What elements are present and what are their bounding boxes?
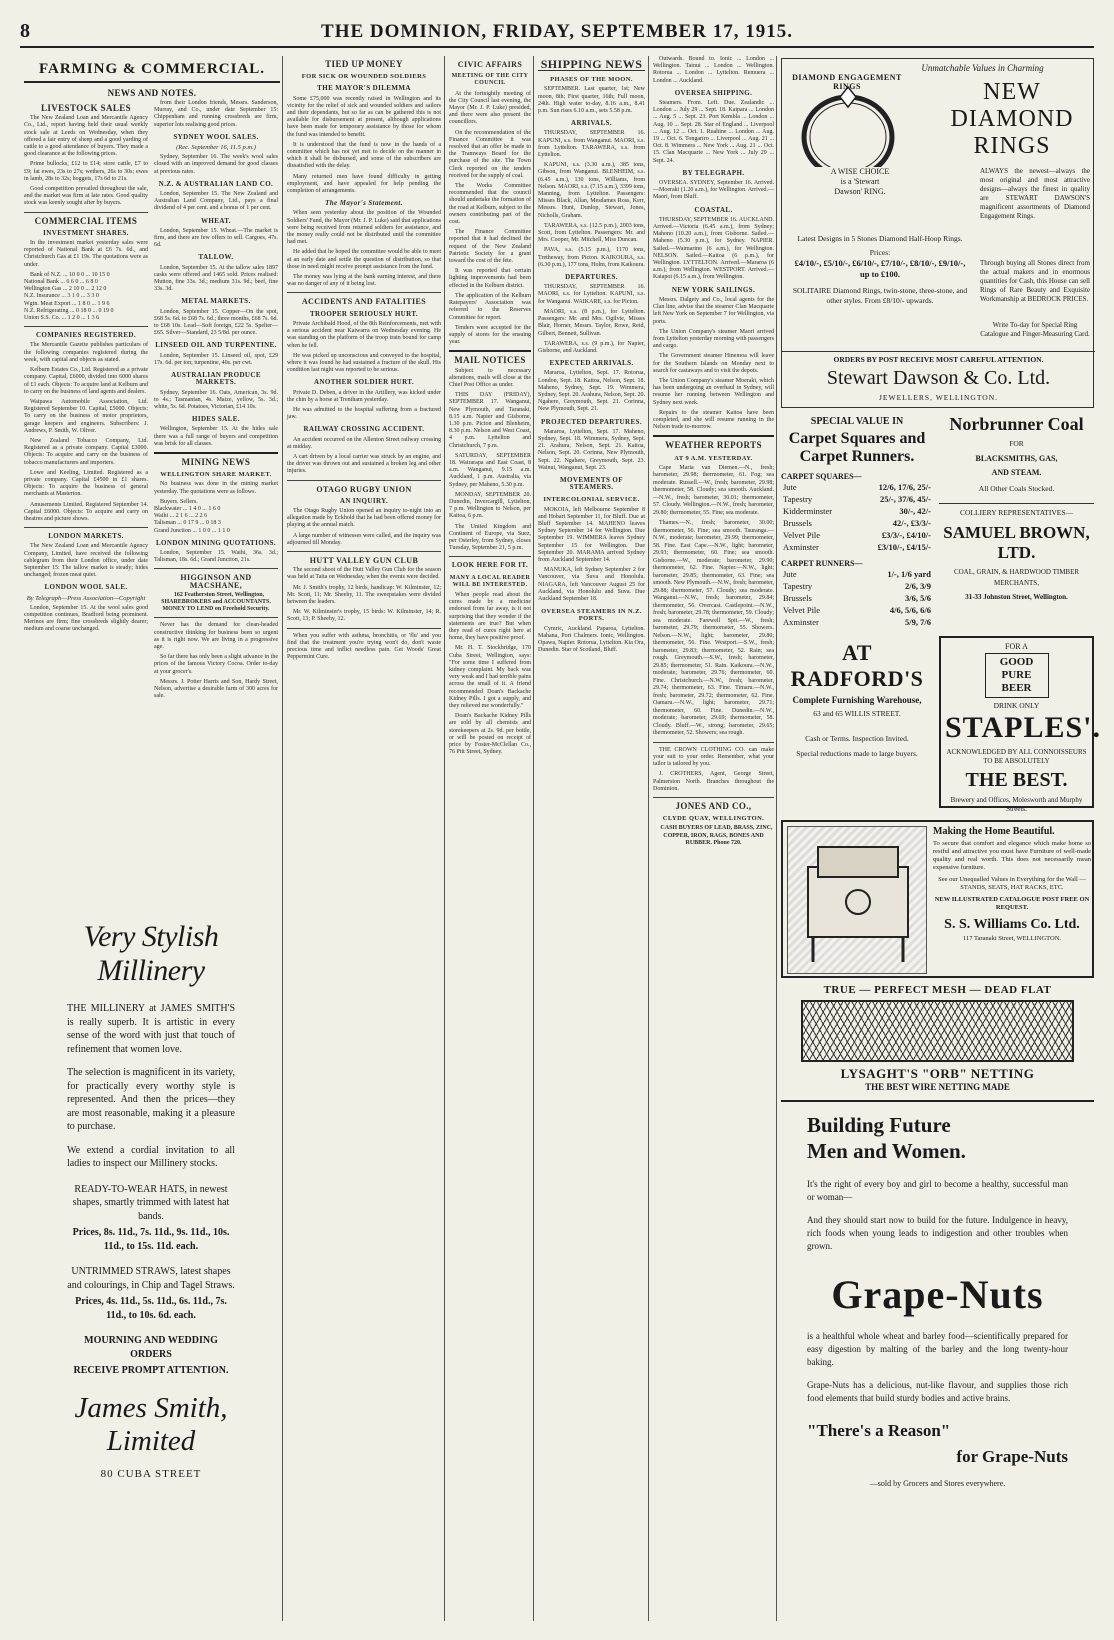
rate-row <box>781 517 933 529</box>
crown-text: THE CROWN CLOTHING CO. can make your suit to your order. Remember, what your tailor is tailored by you. <box>653 746 774 768</box>
livestock-heading: LIVESTOCK SALES <box>40 103 132 113</box>
mining-text: No business was done in the mining market yesterday. The quotations were as follows. <box>154 481 278 495</box>
carpet-ad <box>781 414 933 814</box>
rate-item-name: Velvet Pile <box>783 605 821 615</box>
rate-row <box>781 505 933 517</box>
grapenuts-slogan: "There's a Reason" <box>807 1421 951 1440</box>
rate-row <box>781 580 933 592</box>
rate-row <box>781 568 933 580</box>
telegraph-heading: BY TELEGRAPH. <box>682 168 745 177</box>
linseed-heading: LINSEED OIL AND TURPENTINE. <box>155 341 277 350</box>
mourning-orders: MOURNING AND WEDDING ORDERS <box>84 1335 218 1360</box>
london-mining-heading: LONDON MINING QUOTATIONS. <box>155 538 276 547</box>
rate-item-price: 30/-, 42/- <box>899 506 931 516</box>
tied-up-sub: FOR SICK OR WOUNDED SOLDIERS <box>301 73 427 81</box>
mining-heading: MINING NEWS <box>181 456 251 467</box>
newspaper-title: THE DOMINION, FRIDAY, SEPTEMBER 17, 1915. <box>321 21 793 42</box>
projected-heading: PROJECTED DEPARTURES. <box>541 417 642 426</box>
radfords-name: AT RADFORD'S <box>790 640 924 691</box>
rate-item-price: 12/6, 17/6, 25/- <box>878 482 931 492</box>
tallow-heading: TALLOW. <box>198 253 234 262</box>
news-heading: NEWS AND NOTES. <box>107 88 197 98</box>
grapenuts-body-2: And they should start now to build for the future. Indulgence in heavy, rich foods when young leads to indigestion and other troubles when grown. <box>807 1215 1068 1251</box>
james-smith-logo: James Smith, Limited <box>74 1391 228 1457</box>
rate-item-name: Axminster <box>783 617 819 627</box>
rate-item-name: Kidderminster <box>783 506 833 516</box>
asthma-text: When you suffer with asthma, bronchitis, or 'flu' and you find that the treatment you're trying won't do, don't waste precious time and inflict needless pain. Get Woods' Great Peppermint Cure. <box>287 632 441 661</box>
james-smith-address: 80 CUBA STREET <box>100 1467 202 1480</box>
carpet-squares-table <box>781 481 933 553</box>
netting-image <box>801 1000 1074 1062</box>
column-rule <box>282 56 283 1621</box>
weather-text: Cape Maria van Diemen.—N., fresh; barometer, 29.98; thermometer, 61. Fog; sea moderate. Russell.—W., fresh; barometer, 29.98; thermometer, 58. Cloudy; sea smooth. Auckland.—N.W., fresh; barometer, 30.01; thermometer, 57. Cloudy. Wellington.—N.W., fresh; barometer, 29.80; thermometer, 55. Fine; sea moderate. <box>653 464 774 516</box>
millinery-invite: We extend a cordial invitation to all ladies to inspect our Millinery stocks. <box>67 1144 235 1169</box>
grapenuts-body-1: It's the right of every boy and girl to become a healthy, successful man or woman— <box>807 1179 1068 1202</box>
diamond-prices: £4/10/-, £5/10/-, £6/10/-, £7/10/-, £8/10/-, £9/10/-, up to £100. <box>794 258 966 279</box>
stewart-dawson-name: Stewart Dawson & Co. Ltd. <box>826 367 1051 389</box>
rate-row <box>781 592 933 604</box>
netting-sub: THE BEST WIRE NETTING MADE <box>865 1082 1010 1092</box>
column-rule <box>533 56 534 1621</box>
grapenuts-brand: Grape-Nuts <box>831 1272 1044 1317</box>
otago-heading: OTAGO RUGBY UNION <box>316 484 412 494</box>
companies-text: The Mercantile Gazette publishes particulars of the following companies registered during the week, with capital and objects as stated. <box>24 342 148 363</box>
rate-row <box>781 493 933 505</box>
arrivals-text: THURSDAY, SEPTEMBER 16. KAPUNI, s.s. from Wanganui. MAORI, s.s. from Lyttelton. TARAWERA, s.s. from Lyttelton. <box>538 130 645 159</box>
column-rule <box>444 56 445 1621</box>
column-3: TIED UP MONEY FOR SICK OR WOUNDED SOLDIERS THE MAYOR'S DILEMMA Some £75,000 was recently raised in Wellington and its vicinity for the relief of sick and wounded soldiers and sailors and their dependants, but so far as can be gathered this is not available for disbursement at present, although applications have been made for temporary assistance by those for whom the fund was intended to benefit. It is understood that the fund is now in the hands of a committee which has not yet met to decide on the manner in which it shall be disbursed, and some of the subscribers are dissatisfied with the delay. Many returned men have found difficulty in getting employment, and have appealed for help pending the completion of arrangements. The Mayor's Statement. When seen yesterday about the position of the Wounded Soldiers' Fund, the Mayor (Mr. J. P. Luke) said that applications were being received from returned soldiers for assistance, and the money really could not be distributed until the committee had met. He added that he hoped the committee would be able to meet at an early date and settle the question of distribution, so that those in need might receive prompt assistance from the fund. The money was lying at the bank earning interest, and there was no danger of any of it being lost. ACCIDENTS AND FATALITIES TROOPER SERIOUSLY HURT. Private Archibald Hood, of the 8th Reinforcements, met with a serious accident near Kaiwarra on Wednesday evening. He was standing on the platform of the troop train bound for camp when he fell. He was picked up unconscious and conveyed to the hospital, where it was found he had sustained a fracture of the skull. His condition last night was reported to be serious. ANOTHER SOLDIER HURT. Private D. Deben, a driver in the Artillery, was kicked under the chin by a horse at Trentham yesterday. He was admitted to the hospital suffering from a fractured jaw. RAILWAY CROSSING ACCIDENT. An accident occurred on the Allenton Street railway crossing at midday. A cart driven by a local carrier was struck by an engine, and the driver was thrown out and sustained a broken leg and other injuries. OTAGO RUGBY UNION AN INQUIRY. The Otago Rugby Union opened an inquiry to-night into an allegation made by Eckhold that he had been offered money for playing at the annual match. A large number of witnesses were called, and the inquiry was adjourned till Monday. HUTT VALLEY GUN CLUB The second shoot of the Hutt Valley Gun Club for the season was held at Taita on Wednesday, when the events were decided. Mr. J. Smith's trophy, 12 birds, handicap: W. Kilminster, 12; Mr. Scott, 11; Mr. Sheehy, 11. The sweepstakes were divided between the leaders. Mr. W. Kilminster's trophy, 15 birds: W. Kilminster, 14; R. Scott, 13; P. Sheehy, 12. When you suffer with asthma, bronchitis, or 'flu' and you find that the treatment you're trying won't do, don't waste precious time and inflict needless pain. Get Woods' Great Peppermint Cure. <box>287 59 441 661</box>
stewart-dawson-location: JEWELLERS, WELLINGTON. <box>879 393 998 402</box>
rate-row <box>781 529 933 541</box>
jones-heading: JONES AND CO., <box>675 800 752 811</box>
beer-ad <box>939 636 1101 813</box>
diamond-rings-ad <box>781 58 1094 408</box>
soldier-heading: ANOTHER SOLDIER HURT. <box>313 378 414 387</box>
coal-title: Norbrunner Coal <box>949 414 1084 434</box>
special-reductions: Special reductions made to large buyers. <box>796 749 918 758</box>
ss-williams: S. S. Williams Co. Ltd. <box>944 917 1080 932</box>
samuel-brown: SAMUEL BROWN, LTD. <box>943 523 1090 562</box>
ready-to-wear: READY-TO-WEAR HATS, in newest shapes, smartly trimmed with latest hat bands. <box>72 1183 230 1222</box>
runners-heading: CARPET RUNNERS— <box>781 559 863 568</box>
expected-heading: EXPECTED ARRIVALS. <box>549 359 634 368</box>
railway-heading: RAILWAY CROSSING ACCIDENT. <box>303 425 425 434</box>
home-catalogue: NEW ILLUSTRATED CATALOGUE POST FREE ON REQUEST. <box>934 896 1090 911</box>
rate-item-name: Brussels <box>783 518 812 528</box>
mail-heading: MAIL NOTICES <box>454 355 526 366</box>
wheat-heading: WHEAT. <box>201 216 231 225</box>
millinery-selection: The selection is magnificent in its variety, for practically every worthy style is represented. And then the prices—they are most reasonable, making it a pleasure to purchase. <box>67 1067 235 1132</box>
london-markets-heading: LONDON MARKETS. <box>48 532 124 541</box>
home-body: To secure that comfort and elegance which make home so restful and attractive you must have Furniture of well-made quality and real worth. This does not necessarily mean expensive furniture. <box>933 840 1091 871</box>
millinery-title: Very Stylish Millinery <box>83 920 219 987</box>
wool-text: London, September 15. At the wool sales good competition continues, Bradford being prominent. Merinos are firm; fine crossbreds slightly dearer; medium and coarse unchanged. <box>24 604 148 633</box>
ss-williams-address: 117 Taranaki Street, WELLINGTON. <box>962 935 1062 942</box>
overseas-heading: OVERSEA STEAMERS IN N.Z. PORTS. <box>541 608 642 623</box>
coal-others: All Other Coals Stocked. <box>978 484 1055 493</box>
grapenuts-slogan-2: for Grape-Nuts <box>956 1447 1068 1466</box>
rate-item-price: 3/6, 5/6 <box>905 593 931 603</box>
good-pure-beer: GOOD PURE BEER <box>985 653 1049 698</box>
mayor-statement-heading: The Mayor's Statement. <box>325 199 403 208</box>
radfords-sub: Complete Furnishing Warehouse, <box>792 695 922 705</box>
departures-text: THURSDAY, SEPTEMBER 16. MAORI, s.s. for Lyttelton. KAPUNI, s.s. for Wanganui. WAIKARE, s.s. for Picton. <box>538 284 645 305</box>
diamond-title-diamond: DIAMOND <box>950 106 1074 132</box>
column-6: Outwards. Bound to. Ionic ... London ... Wellington. Tainui ... London ... Wellington. Rotorua ... London ... Lyttelton. Remuera ... London ... Auckland. OVERSEA SHIPPING. Steamers. From. Left. Due. Zealandic ... London ... July 29 ... Sept. 18. Kaipara ... London ... Aug. 5 ... Sept. 23. Port Kembla ... London ... Aug. 10 ... Sept. 28. Star of England ... Liverpool ... Aug. 12 ... Oct. 1. Ruahine ... London ... Aug. 19 ... Oct. 6. Tongariro ... Liverpool ... Aug. 21 ... Oct. 8. Wimmera ... New York ... Aug. 21 ... Oct. 15. Clan Macquarie ... New York ... July 29 ... Sept. 24. BY TELEGRAPH. OVERSEA. SYDNEY, September 16. Arrived.—Moeraki (1.20 a.m.), for Wellington. Arrived.—Maori, from Bluff. COASTAL. THURSDAY, SEPTEMBER 16. AUCKLAND. Arrived.—Victoria (6.45 a.m.), from Sydney; Mahono (10.20 a.m.), from Gisborne. Sailed.—Maheno (5.30 p.m.), for Sydney. NAPIER. Sailed.—Waimarino (6 a.m.), for Wellington. NELSON. Sailed.—Kaitoa (6 p.m.), for Wellington. LYTTELTON. Arrived.—Mararoa (6 a.m.), from Wellington. WESTPORT. Arrived.—Kaiapoi (6.15 a.m.), from Wellington. NEW YORK SAILINGS. Messrs. Dalgety and Co., local agents for the Clan line, advise that the steamer Clan Macquarie left New York on September 7 for Wellington, via ports. The Union Company's steamer Maori arrived from Lyttelton yesterday morning with passengers and cargo. The Government steamer Hinemoa will leave for the Southern Islands on Monday next to search for castaways and to visit the depots. The Union Company's steamer Moeraki, which has been undergoing an overhaul in Sydney, will resume her running between Wellington and Sydney next week. Repairs to the steamer Kaitoa have been completed, and she will resume running in the Nelson trade to-morrow. WEATHER REPORTS AT 9 A.M. YESTERDAY. Cape Maria van Diemen.—N., fresh; barometer, 29.98; thermometer, 61. Fog; sea moderate. Russell.—W., fresh; barometer, 29.98; thermometer, 58. Cloudy; sea smooth. Auckland.—N.W., fresh; barometer, 30.01; thermometer, 57. Cloudy. Wellington.—N.W., fresh; barometer, 29.80; thermometer, 55. Fine; sea moderate. Thames.—N., fresh; barometer, 30.00; thermometer, 56. Fine; sea smooth. Tauranga.—N.W., moderate; barometer, 29.99; thermometer, 58. Fine. East Cape.—N.W., light; barometer, 29.93; thermometer, 60. Fine; sea smooth. Gisborne.—W., moderate; barometer, 29.90; thermometer, 62. Fine. Napier.—N.W., light; barometer, 29.85; thermometer, 63. Fine; sea smooth. New Plymouth.—N.W., fresh; barometer, 29.88; thermometer, 57. Cloudy; sea moderate. Wanganui.—N.W., fresh; barometer, 29.84; thermometer, 56. Overcast. Castlepoint.—N.W., fresh; barometer, 29.78; thermometer, 59. Cloudy; sea moderate. Farewell Spit.—W., fresh; barometer, 29.79; thermometer, 55. Showers. Nelson.—N.W., light; barometer, 29.80; thermometer, 56. Fine. Westport.—S.W., fresh; barometer, 29.83; thermometer, 52. Rain; sea rough. Greymouth.—S.W., fresh; barometer, 29.85; thermometer, 51. Rain. Kaikoura.—N.W., moderate; barometer, 29.76; thermometer, 60. Fine. Christchurch.—N.W., fresh; barometer, 29.74; thermometer, 63. Fine. Timaru.—N.W., fresh; barometer, 29.72; thermometer, 62. Fine. Oamaru.—N.W., light; barometer, 29.71; thermometer, 60. Fine. Dunedin.—N.W., moderate; barometer, 29.69; thermometer, 58. Cloudy. Bluff.—W., strong; barometer, 29.65; thermometer, 52. Showers; sea rough. THE CROWN CLOTHING CO. can make your suit to your order. Remember, what your tailor is tailored by you. J. CROTHERS, Agent, George Street, Palmerston North. Branches throughout the Dominion. JONES AND CO., CLYDE QUAY, WELLINGTON. CASH BUYERS OF LEAD, BRASS, ZINC, COPPER, IRON, RAGS, BONES AND RUBBER. Phone 720. <box>653 56 774 846</box>
grapenuts-title-1: Building Future <box>807 1113 951 1137</box>
special-value: SPECIAL VALUE IN <box>810 416 904 427</box>
squares-heading: CARPET SQUARES— <box>781 472 862 481</box>
otago-sub: AN INQUIRY. <box>339 496 389 505</box>
sydney-wool-heading: SYDNEY WOOL SALES. <box>173 132 259 141</box>
livestock-text: The New Zealand Loan and Mercantile Agency Co., Ltd., report having held their usual weekly stock sale at Leeds on Wednesday, when they offered a fair entry of sheep and a good yarding of cattle to a good attendance of buyers. They made a good clearance at the following prices. <box>24 115 148 158</box>
column-rule <box>776 56 777 1621</box>
rate-item-price: £3/10/-, £4/15/- <box>877 542 931 552</box>
hutt-text: The second shoot of the Hutt Valley Gun Club for the season was held at Taita on Wednesday, when the events were decided. <box>287 567 441 581</box>
rate-row <box>781 481 933 493</box>
diamond-title-new: NEW <box>983 79 1041 105</box>
local-reader-heading: MANY A LOCAL READER WILL BE INTERESTED. <box>449 574 531 588</box>
brewery-address: Brewery and Offices, Molesworth and Murphy Streets. <box>950 796 1083 813</box>
rate-item-price: £3/3/-, £4/10/- <box>881 530 931 540</box>
trooper-text: Private Archibald Hood, of the 8th Reinforcements, met with a serious accident near Kaiwarra on Wednesday evening. He was standing on the platform of the troop train bound for camp when he fell. <box>287 320 441 349</box>
mining-sub: WELLINGTON SHARE MARKET. <box>160 471 272 479</box>
higginson-heading: HIGGINSON AND MACSHANE, <box>180 573 252 590</box>
shipping-heading: SHIPPING NEWS <box>538 61 645 71</box>
write-today: Write To-day for Special Ring Catalogue and Finger-Measuring Card. <box>980 321 1090 338</box>
jones-text: CASH BUYERS OF LEAD, BRASS, ZINC, COPPER, IRON, RAGS, BONES AND RUBBER. Phone 720. <box>660 825 773 846</box>
coal-for: FOR <box>1009 439 1024 448</box>
rate-item-name: Jute <box>783 482 797 492</box>
sydney-wool-sub: (Rec. September 16, 11.5 p.m.) <box>176 144 256 152</box>
diamond-through: Through buying all Stones direct from the actual makers and in enormous quantities for Cash, this House can sell Rings of Rare Beauty and Exquisite Workmanship at BEDROCK PRICES. <box>980 259 1090 303</box>
section-title: FARMING & COMMERCIAL. <box>24 61 280 83</box>
new-york-heading: NEW YORK SAILINGS. <box>671 285 756 294</box>
home-title: Making the Home Beautiful. <box>933 826 1055 837</box>
weather-heading: WEATHER REPORTS <box>665 440 762 451</box>
diamond-title-rings: RINGS <box>973 133 1051 159</box>
column-5: SHIPPING NEWS PHASES OF THE MOON. SEPTEMBER. Last quarter, 1st; New moon, 8th; First quarter, 16th; Full moon, 24th. High water to-day, 8.16 a.m., 8.41 p.m. Sun rises 6.10 a.m., sets 5.58 p.m. ARRIVALS. THURSDAY, SEPTEMBER 16. KAPUNI, s.s. from Wanganui. MAORI, s.s. from Lyttelton. TARAWERA, s.s. from Lyttelton. KAPUNI, s.s. (3.30 a.m.), 385 tons, Gibson, from Wanganui. BLENHEIM, s.s. (6.45 a.m.), 130 tons, Williams, from Nelson. MAORI, s.s. (7.15 a.m.), 3399 tons, Manning, from Lyttelton. Passengers: Misses Black, Allan, Mesdames Ross, Kerr, Messrs. Hunt, Dunlop, Stewart, Jones, Nicholls, Graham. TARAWERA, s.s. (12.5 p.m.), 2003 tons, Scott, from Lyttelton. Passengers: Mr. and Mrs. Cooper, Mr. Mitchell, Miss Duncan. PAVA, s.s. (5.15 p.m.), 1170 tons, Tretheway, from Picton. KAIKOURA, s.s. (6.30 p.m.), 177 tons, Holm, from Kaikoura. DEPARTURES. THURSDAY, SEPTEMBER 16. MAORI, s.s. for Lyttelton. KAPUNI, s.s. for Wanganui. WAIKARE, s.s. for Picton. MAORI, s.s. (8 p.m.), for Lyttelton. Passengers: Mr. and Mrs. Ogilvie, Misses Blair, Horner, Messrs. Taylor, Rowe, Reid, Gilbert, Bennett, Sullivan. TARAWERA, s.s. (9 p.m.), for Napier, Gisborne, and Auckland. EXPECTED ARRIVALS. Mararoa, Lyttelton, Sept. 17. Rotorua, London, Sept. 18. Kaitoa, Nelson, Sept. 18. Maheno, Sydney, Sept. 19. Wimmera, Sydney, Sept. 20. Arahura, Nelson, Sept. 20. Ngahere, Greymouth, Sept. 21. Corinna, New Plymouth, Sept. 21. PROJECTED DEPARTURES. Mararoa, Lyttelton, Sept. 17. Maheno, Sydney, Sept. 18. Wimmera, Sydney, Sept. 21. Arahura, Nelson, Sept. 21. Kaitoa, Nelson, Sept. 20. Corinna, New Plymouth, Sept. 22. Ngahere, Greymouth, Sept. 23. Wainui, Wanganui, Sept. 23. MOVEMENTS OF STEAMERS. INTERCOLONIAL SERVICE. MOKOIA, left Melbourne September 8 and Hobart September 11, for Bluff. Due at Bluff September 14. MAHENO leaves Sydney September 14 for Wellington. Due September 19. WIMMERA leaves Sydney September 15 for Wellington. Due September 20. MARAMA arrived Sydney from Auckland September 14. MANUKA, left Sydney September 2 for Vancouver, via Suva and Honolulu. NIAGARA, left Vancouver August 25 for Auckland, via Honolulu and Suva. Due Auckland September 18. OVERSEA STEAMERS IN N.Z. PORTS. Cymric, Auckland. Paparoa, Lyttelton. Mahana, Port Chalmers. Ionic, Wellington. Opawa, Napier. Rotorua, Lyttelton. Kia Ora, Dunedin. Star of Scotland, Bluff. <box>538 57 645 654</box>
rate-item-price: 2/6, 3/9 <box>905 581 931 591</box>
wool-subheading: By Telegraph—Press Association—Copyright <box>26 594 146 602</box>
produce-heading: AUSTRALIAN PRODUCE MARKETS. <box>171 371 261 387</box>
mourning-sub: RECEIVE PROMPT ATTENTION. <box>73 1365 229 1376</box>
ready-prices: Prices, 8s. 11d., 7s. 11d., 9s. 11d., 10s. 11d., to 15s. 11d. each. <box>72 1227 230 1252</box>
hides-heading: HIDES SALE. <box>192 415 240 424</box>
netting-top: TRUE — PERFECT MESH — DEAD FLAT <box>823 984 1052 996</box>
coastal-heading: COASTAL. <box>694 205 733 214</box>
grapenuts-body-4: Grape-Nuts has a delicious, nut-like flavour, and supplies those rich food elements that build sturdy bodies and active brains. <box>807 1380 1068 1403</box>
rate-item-price: 4/6, 5/6, 6/6 <box>889 605 931 615</box>
commercial-heading: COMMERCIAL ITEMS <box>34 215 138 226</box>
local-reader-text: When people read about the cures made by a medicine endorsed from far away, is it not surprising that they wonder if the statements are true? But when they read of cures right here at home, they have positive proof. <box>449 592 531 642</box>
rate-row <box>781 604 933 616</box>
nz-australian-heading: N.Z. & AUSTRALIAN LAND CO. <box>158 179 274 188</box>
grapenuts-sold: —sold by Grocers and Stores everywhere. <box>869 1479 1006 1488</box>
tied-up-heading: TIED UP MONEY <box>325 59 403 69</box>
untrimmed-straws: UNTRIMMED STRAWS, latest shapes and colourings, in Chip and Tagel Straws. <box>67 1266 235 1291</box>
diamond-body: ALWAYS the newest—always the most original and most attractive designs—always the finest in quality are STEWART DAWSON'S magnificent assortments of Diamond Engagement Rings. <box>980 167 1090 220</box>
netting-title: LYSAGHT'S "ORB" NETTING <box>840 1066 1035 1081</box>
rate-item-name: Brussels <box>783 593 812 603</box>
weather-sub: AT 9 A.M. YESTERDAY. <box>674 454 753 462</box>
higginson-text: 162 Featherston Street, Wellington, SHAREBROKERS and ACCOUNTANTS. MONEY TO LEND on Freehold Security. <box>161 591 271 613</box>
millinery-ad <box>22 900 280 1620</box>
rate-item-name: Jute <box>783 569 797 579</box>
rate-item-name: Tapestry <box>783 581 813 591</box>
rate-item-price: 5/9, 7/6 <box>905 617 931 627</box>
carpet-title-1: Carpet Squares and <box>788 430 926 447</box>
mayor-statement-text: When seen yesterday about the position of the Wounded Soldiers' Fund, the Mayor (Mr. J. P. Luke) said that applications were being received from returned soldiers for assistance, and the money really could not be distributed until the committee had met. <box>287 210 441 246</box>
civic-heading: CIVIC AFFAIRS <box>457 60 523 69</box>
drink-only: DRINK ONLY <box>993 701 1040 710</box>
straws-prices: Prices, 4s. 11d., 5s. 11d., 6s. 11d., 7s. 11d., to 10s. 6d. each. <box>75 1296 227 1321</box>
grapenuts-body-3: is a healthful whole wheat and barley food—scientifically prepared for easy digestion by malting of the barley and the long twenty-hour baking. <box>807 1331 1068 1367</box>
tied-up-text: Some £75,000 was recently raised in Wellington and its vicinity for the relief of sick and wounded soldiers and sailors and their dependants, but so far as can be gathered this is not available for disbursement at present, although applications have been made for temporary assistance by those for whom the fund was intended to benefit. <box>287 95 441 138</box>
coal-address: 31-33 Johnston Street, Wellington. <box>965 593 1068 601</box>
netting-ad <box>781 984 1094 1094</box>
wise-choice: A WISE CHOICE is a 'Stewart Dawson' RING. <box>830 167 890 196</box>
grapenuts-ad <box>781 1100 1094 1620</box>
movements-heading: MOVEMENTS OF STEAMERS. <box>560 475 623 492</box>
civic-text: At the fortnightly meeting of the City Council last evening, the Mayor (Mr. J. P. Luke) presided, and there were also present the councillors. <box>449 90 531 126</box>
london-wool-heading: LONDON WOOL SALE. <box>44 583 128 592</box>
soldier-text: Private D. Deben, a driver in the Artillery, was kicked under the chin by a horse at Trentham yesterday. <box>287 389 441 403</box>
jones-sub: CLYDE QUAY, WELLINGTON. <box>662 815 765 823</box>
millinery-intro: THE MILLINERY at JAMES SMITH'S is really superb. It is artistic in every sense of the word with just that touch of refinement that women love. <box>67 1003 235 1055</box>
look-heading: LOOK HERE FOR IT. <box>451 561 529 570</box>
farming-commercial-section <box>24 56 280 101</box>
prices-label: Prices: <box>869 248 891 257</box>
beer-ack: ACKNOWLEDGED BY ALL CONNOISSEURS TO BE ABSOLUTELY <box>946 748 1087 765</box>
beer-for-a: FOR A <box>1005 642 1028 651</box>
page-number: 8 <box>20 20 30 42</box>
metal-heading: METAL MARKETS. <box>181 297 251 306</box>
column-4: CIVIC AFFAIRS MEETING OF THE CITY COUNCIL At the fortnightly meeting of the City Council last evening, the Mayor (Mr. J. P. Luke) presided, and there were also present the councillors. On the recommendation of the Finance Committee it was resolved that an offer be made to the Tramways Board for the purchase of the site. The Town Clerk reported on the tenders received for the supply of coal. The Works Committee recommended that the council should undertake the formation of the road at Kelburn, subject to the owners contributing part of the cost. The Finance Committee reported that it had declined the request of the New Zealand Patriotic Society for a grant toward the cost of the fete. It was reported that certain lighting improvements had been effected in the Kelburn district. The application of the Kelburn Ratepayers' Association was referred to the Reserves Committee for report. Tenders were accepted for the supply of stores for the ensuing year. MAIL NOTICES Subject to necessary alterations, mails will close at the Chief Post Office as under. THIS DAY (FRIDAY), SEPTEMBER 17. Wanganui, New Plymouth, and Taranaki, 8.15 a.m. Napier and Gisborne, 1.30 p.m. Picton and Blenheim, 8.30 p.m. Nelson and West Coast, 4 p.m. Lyttelton and Christchurch, 7 p.m. SATURDAY, SEPTEMBER 18. Wairarapa and East Coast, 8 a.m. Wanganui, 9.15 a.m. Auckland, 1 p.m. Australia, via Sydney, per Maheno, 5.30 p.m. MONDAY, SEPTEMBER 20. Dunedin, Invercargill, Lyttelton, 7 p.m. Wellington to Nelson, per Kaitoa, 6 p.m. The United Kingdom and Continent of Europe, via Suez, per Osterley, from Sydney, closes Tuesday, September 21, 5 p.m. LOOK HERE FOR IT. MANY A LOCAL READER WILL BE INTERESTED. When people read about the cures made by a medicine endorsed from far away, is it not surprising that they wonder if the statements are true? But when they read of cures right here at home, they have positive proof. Mr. H. T. Stockbridge, 170 Cuba Street, Wellington, says: "For some time I suffered from kidney complaint. My back was very weak and I had terrible pains across the small of it. A friend recommended Doan's Backache Kidney Pills. I got a supply, and they relieved me wonderfully." Doan's Backache Kidney Pills are sold by all chemists and storekeepers at 2s. 9d. per bottle, or will be posted on receipt of price by Foster-McClellan Co., 76 Pitt Street, Sydney. <box>449 60 531 756</box>
ad-text: Never has the demand for clean-headed constructive thinking for business been so urgent as it is right now. We are living in a progressive age. <box>154 622 278 650</box>
furniture-image <box>787 826 927 974</box>
moon-heading: PHASES OF THE MOON. <box>550 76 633 84</box>
radfords-address: 63 and 65 WILLIS STREET. <box>813 709 901 718</box>
investment-text: In the investment market yesterday sales were reported of National Bank at £6 7s. 6d., and Christchurch Gas at £1 19s. The quotations were as under. <box>24 240 148 268</box>
oversea-shipping-heading: OVERSEA SHIPPING. <box>674 88 753 97</box>
column-rule <box>648 56 649 1621</box>
post-orders: ORDERS BY POST RECEIVE MOST CAREFUL ATTENTION. <box>782 351 1095 364</box>
solitaire: SOLITAIRE Diamond Rings, twin-stone, three-stone, and other styles. From £8/10/- upwards. <box>792 286 968 305</box>
coal-trade: COAL, GRAIN, & HARDWOOD TIMBER MERCHANTS, <box>953 568 1080 587</box>
diamond-banner: Unmatchable Values in Charming <box>921 63 1044 73</box>
coal-uses: BLACKSMITHS, GAS, AND STEAM. <box>975 454 1058 477</box>
rate-item-name: Tapestry <box>783 494 813 504</box>
arrivals-heading: ARRIVALS. <box>570 119 612 128</box>
rate-item-name: Axminster <box>783 542 819 552</box>
investment-heading: INVESTMENT SHARES. <box>43 228 129 237</box>
column-2: from their London friends, Messrs. Sanderson, Murray, and Co., under date September 15: Chippenham and running crossbreds are firm, superior lots realising good prices. SYDNEY WOOL SALES. (Rec. September 16, 11.5 p.m.) Sydney, September 16. The week's wool sales closed with an improved demand for good classes at previous rates. N.Z. & AUSTRALIAN LAND CO. London, September 15. The New Zealand and Australian Land Company, Ltd., pays a final dividend of 4 per cent. and a bonus of 1 per cent. WHEAT. London, September 15. Wheat.—The market is firm, and there are few offers to sell. Cargoes, 47s. 6d. TALLOW. London, September 15. At the tallow sales 1897 casks were offered and 1465 sold. Prices realised: Mutton, fine 33s. 3d.; medium 31s. 9d.; beef, fine 33s. 3d. METAL MARKETS. London, September 15. Copper—On the spot, £68 5s. 6d. to £68 7s. 6d.; three months, £68 7s. 6d. to £68 10s. Lead—Soft foreign, £22 5s. Spelter—£65. Silver—Standard, 23 5/8d. per ounce. LINSEED OIL AND TURPENTINE. London, September 15. Linseed oil, spot, £29 17s. 6d. per ton; turpentine, 40s. per cwt. AUSTRALIAN PRODUCE MARKETS. Sydney, September 16. Oats, American, 3s. 9d. to 4s.; Tasmanian, 4s. Maize, yellow, 5s. 3d.; white, 5s. 6d. Potatoes, Victorian, £14 10s. HIDES SALE. Wellington, September 15. At the hides sale there was a full range of buyers and competition was brisk for all classes. MINING NEWS WELLINGTON SHARE MARKET. No business was done in the mining market yesterday. The quotations were as follows. Buyers. Sellers. Blackwater ... 1 4 0 ... 1 6 0 Waihi ... 2 1 6 ... 2 2 6 Talisman ... 0 17 9 ... 0 18 3 Grand Junction ... 1 0 0 ... 1 1 0 LONDON MINING QUOTATIONS. London, September 15. Waihi, 36s. 3d.; Talisman, 18s. 6d.; Grand Junction, 21s. HIGGINSON AND MACSHANE, 162 Featherston Street, Wellington, SHAREBROKERS and ACCOUNTANTS. MONEY TO LEND on Freehold Security. Never has the demand for clean-headed constructive thinking for business been so urgent as it is right now. We are living in a progressive age. So far there has only been a slight advance in the prices of the famous Victory Cocoa. Order to-day at your grocer's. Messrs. J. Potter Harris and Son, Hardy Street, Nelson, advertise a desirable farm of 300 acres for sale. <box>154 100 278 700</box>
companies-heading: COMPANIES REGISTERED. <box>35 331 137 340</box>
column-1: LIVESTOCK SALES The New Zealand Loan and Mercantile Agency Co., Ltd., report having held their usual weekly stock sale at Leeds on Wednesday, when they offered a fair entry of sheep and a good yarding of cattle to a good attendance of buyers. They made a good clearance at the following prices. Prime bullocks, £12 to £14; store cattle, £7 to £9; fat ewes, 23s to 27s; wethers, 26s to 30s; ewes in lamb, 28s to 32s; hoggets, 17s 6d to 21s. Good competition prevailed throughout the sale, and the market was firm at late rates. Good quality stock was keenly sought after by buyers. COMMERCIAL ITEMS INVESTMENT SHARES. In the investment market yesterday sales were reported of National Bank at £6 7s. 6d., and Christchurch Gas at £1 19s. The quotations were as under. Bank of N.Z. ... 10 0 0 ... 10 15 0 National Bank ... 6 6 0 ... 6 8 0 Wellington Gas ... 2 10 0 ... 2 12 0 N.Z. Insurance ... 3 1 0 ... 3 3 0 Wgtn. Meat Export ... 1 8 0 ... 1 9 6 N.Z. Refrigerating ... 0 18 0 ... 0 19 0 Union S.S. Co. ... 1 2 0 ... 1 3 6 COMPANIES REGISTERED. The Mercantile Gazette publishes particulars of the following companies registered during the week, with capital and objects as stated. Kelburn Estates Co., Ltd. Registered as a private company. Capital, £6000, divided into 6000 shares of £1 each. Objects: To acquire land at Kelburn and to carry on the business of land agents and dealers. Waipawa Automobile Association, Ltd. Registered September 10. Capital, £5000. Objects: To carry on the business of motor proprietors, garage keepers and engineers. Subscribers: J. Andrews, P. Smith, W. Oliver. New Zealand Tobacco Company, Ltd. Registered as a private company. Capital £3000. Objects: To acquire and carry on the business of tobacco manufacturers and importers. Lowe and Keeling, Limited. Registered as a private company. Capital £4500 in £1 shares. Objects: To acquire the business of general merchants at Masterton. Amusements Limited. Registered September 14. Capital £6000. Objects: To acquire and carry on theatres and picture shows. LONDON MARKETS. The New Zealand Loan and Mercantile Agency Company, Limited, have received the following cablegram from their London office, under date September 15: The tallow market is steady; hides unchanged; frozen meat quiet. LONDON WOOL SALE. By Telegraph—Press Association—Copyright London, September 15. At the wool sales good competition continues, Bradford being prominent. Merinos are firm; fine crossbreds slightly dearer; medium and coarse unchanged. <box>24 103 148 633</box>
ring-arc-text: DIAMOND ENGAGEMENT RINGS <box>792 73 902 91</box>
mayor-dilemma: THE MAYOR'S DILEMMA <box>317 84 411 93</box>
mail-text: Subject to necessary alterations, mails will close at the Chief Post Office as under. <box>449 367 531 388</box>
railway-text: An accident occurred on the Allenton Street railway crossing at midday. <box>287 436 441 450</box>
home-beautiful-ad <box>781 820 1094 978</box>
wellington-text: The Union Company's steamer Maori arrived from Lyttelton yesterday morning with passengers and cargo. <box>653 328 774 350</box>
rate-item-price: 42/-, £3/3/- <box>892 518 931 528</box>
civic-sub: MEETING OF THE CITY COUNCIL <box>451 73 529 87</box>
intercolonial-heading: INTERCOLONIAL SERVICE. <box>543 496 640 504</box>
masthead <box>20 20 1094 48</box>
home-see: See our Unequalled Values in Everything for the Wall — STANDS, SEATS, HAT RACKS, ETC. <box>938 876 1086 891</box>
accidents-heading: ACCIDENTS AND FATALITIES <box>301 297 427 307</box>
staples-brand: STAPLES'. <box>945 711 1101 744</box>
grapenuts-title-2: Men and Women. <box>807 1139 966 1163</box>
rate-row <box>781 616 933 628</box>
hutt-heading: HUTT VALLEY GUN CLUB <box>309 555 419 565</box>
coal-ad <box>939 414 1094 629</box>
rate-item-price: 1/-, 1/6 yard <box>887 569 931 579</box>
otago-text: The Otago Rugby Union opened an inquiry to-night into an allegation made by Eckhold that he had been offered money for playing at the annual match. <box>287 507 441 529</box>
trooper-heading: TROOPER SERIOUSLY HURT. <box>309 309 419 318</box>
col2-top-text: from their London friends, Messrs. Sanderson, Murray, and Co., under date September 15: Chippenham and running crossbreds are firm, superior lots realising good prices. <box>154 100 278 128</box>
sydney-wool-text: Sydney, September 16. The week's wool sales closed with an improved demand for good classes at previous rates. <box>154 154 278 175</box>
colliery-reps: COLLIERY REPRESENTATIVES— <box>939 503 1094 517</box>
carpet-title-2: Carpet Runners. <box>799 448 915 465</box>
carpet-runners-table <box>781 568 933 628</box>
radfords-terms: Cash or Terms. Inspection Invited. <box>805 734 909 743</box>
latest-designs: Latest Designs in 5 Stones Diamond Half-Hoop Rings. <box>797 234 963 243</box>
departures-heading: DEPARTURES. <box>565 273 618 282</box>
rate-item-price: 25/-, 37/6, 45/- <box>880 494 931 504</box>
the-best: THE BEST. <box>965 769 1068 791</box>
rate-row <box>781 541 933 553</box>
rate-item-name: Velvet Pile <box>783 530 821 540</box>
